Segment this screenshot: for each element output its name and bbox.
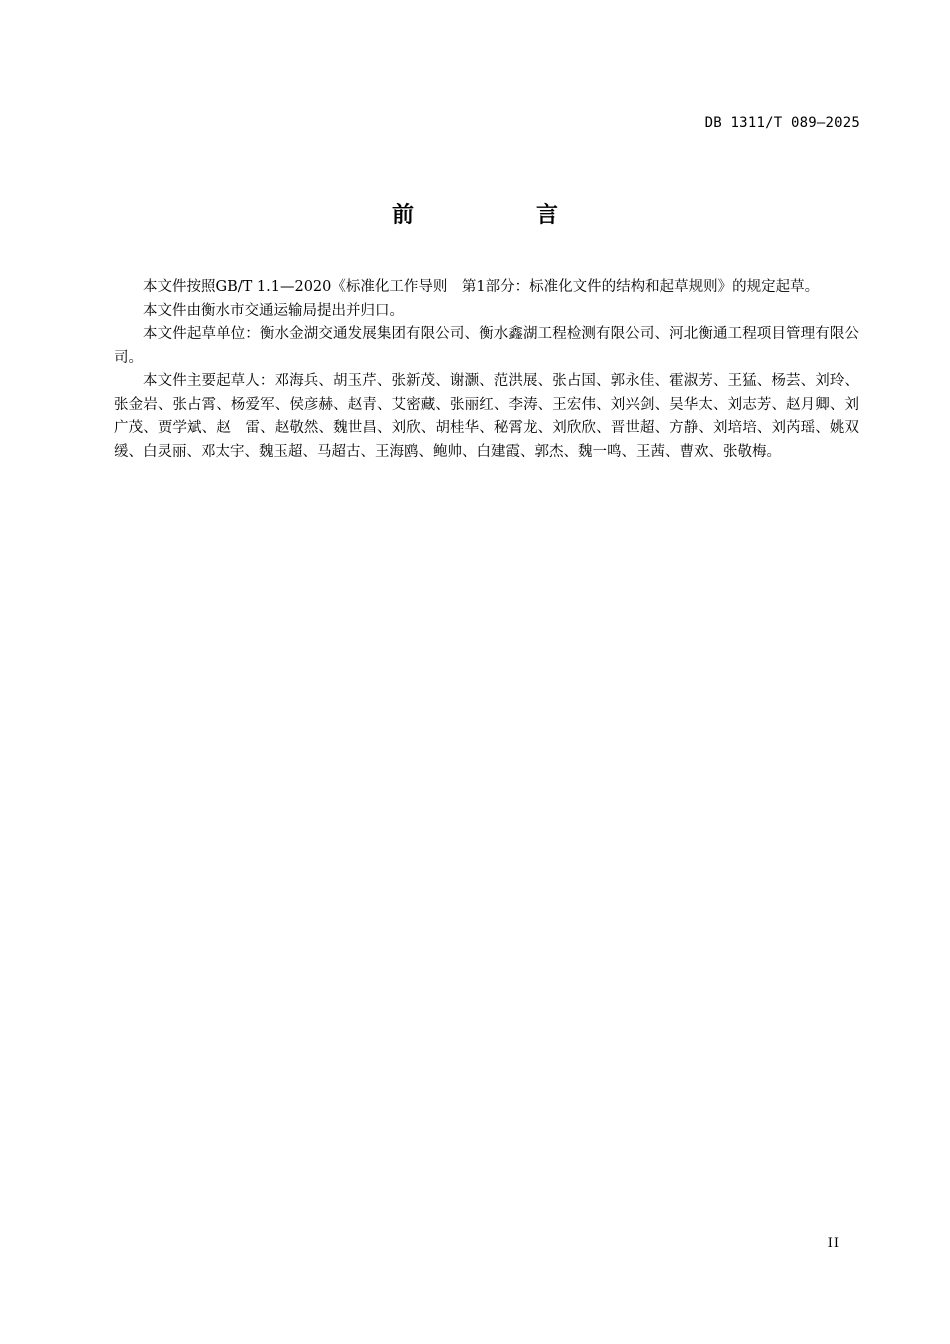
paragraph-drafting-units: 本文件起草单位：衡水金湖交通发展集团有限公司、衡水鑫湖工程检测有限公司、河北衡通工程项目管理有限公司。 — [114, 326, 859, 366]
paragraph-drafting-basis: 本文件按照GB/T 1.1—2020《标准化工作导则 第1部分：标准化文件的结构和起草规则》的规定起草。 — [143, 279, 820, 295]
page-title: 前 言 — [391, 203, 608, 228]
page-number: II — [827, 1236, 840, 1251]
foreword-body — [114, 276, 859, 464]
document-code: DB 1311/T 089—2025 — [704, 115, 860, 131]
paragraph-proposer: 本文件由衡水市交通运输局提出并归口。 — [143, 302, 404, 319]
paragraph-drafters: 本文件主要起草人：邓海兵、胡玉芹、张新茂、谢灏、范洪展、张占国、郭永佳、霍淑芳、王猛、杨芸、刘玲、张金岩、张占霄、杨爱军、侯彦赫、赵青、艾密藏、张丽红、李涛、王宏伟、刘兴剑、吴华太、刘志芳、赵月卿、刘广茂、贾学斌、赵 雷、赵敬然、魏世昌、刘欣、胡桂华、秘霄龙、刘欣欣、晋世超、方静、刘培培、刘芮瑶、姚双缓、白灵丽、邓太宇、魏玉超、马超古、王海鸥、鲍帅、白建霞、郭杰、魏一鸣、王茜、曹欢、张敬梅。 — [114, 373, 859, 460]
